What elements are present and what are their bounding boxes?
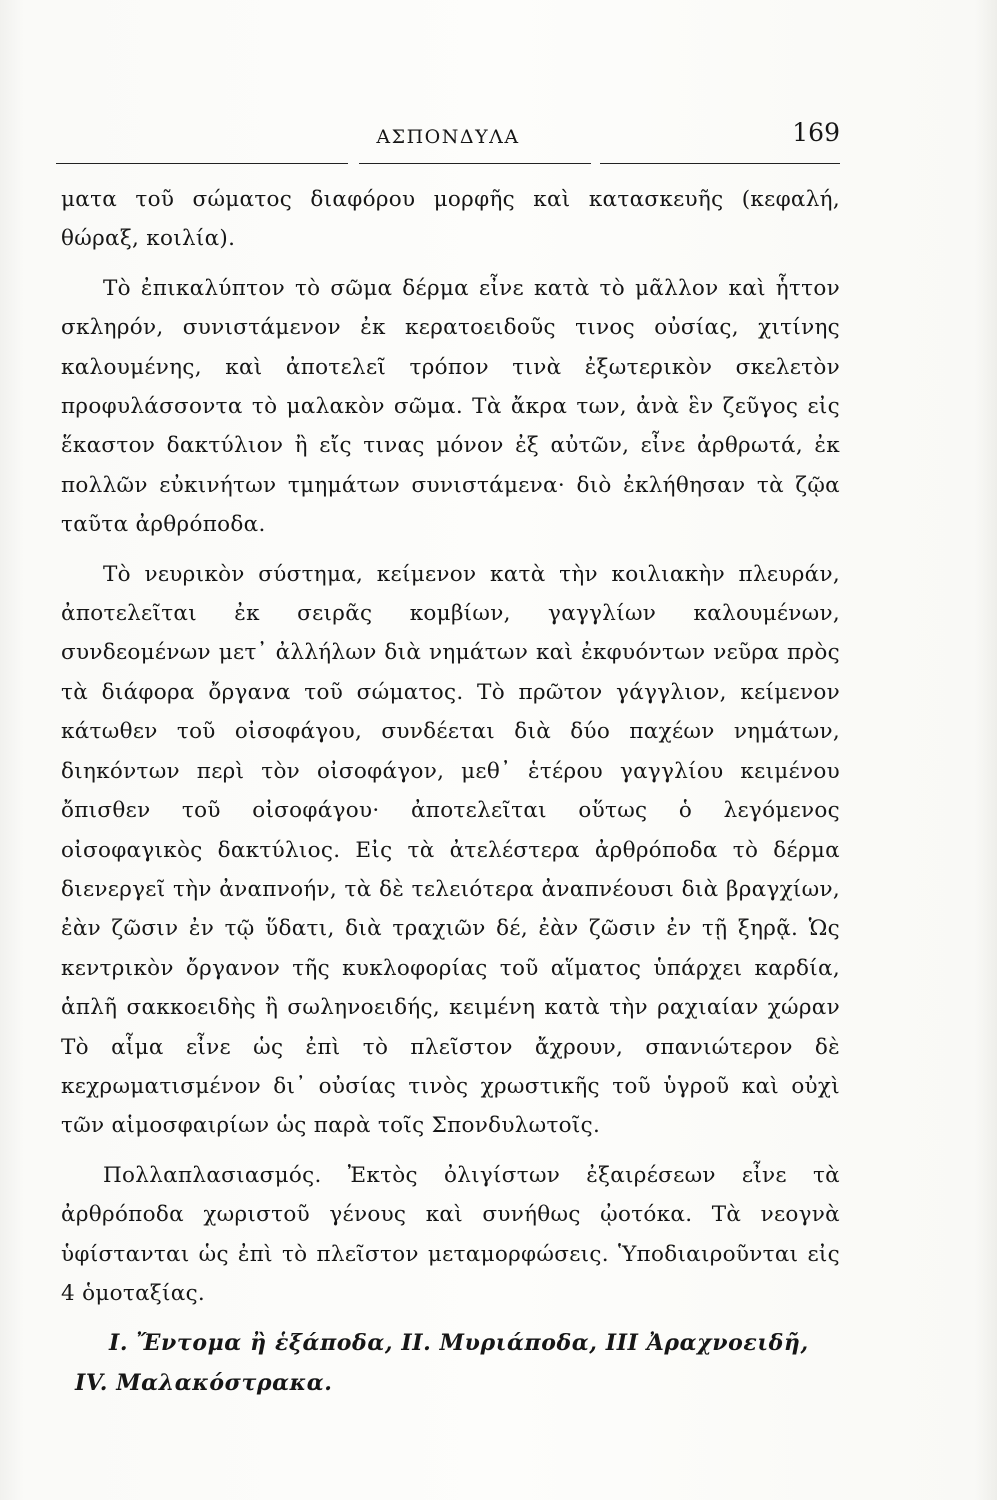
page-header (56, 112, 840, 172)
paragraph-continuation: ματα τοῦ σώματος διαφόρου μορφῆς καὶ κατασκευῆς (κεφαλή, θώραξ, κοιλία). (61, 187, 840, 252)
body-text (61, 180, 840, 1403)
header-rule-middle (359, 163, 591, 164)
paragraph-nervous-system: Τὸ νευρικὸν σύστημα, κείμενον κατὰ τὴν κοιλιακὴν πλευράν, ἀποτελεῖται ἐκ σειρᾶς κομβίων, γαγγλίων καλουμένων, συνδεομένων μετ᾽ ἀλλήλων διὰ νημάτων καὶ ἐκφυόντων νεῦρα πρὸς τὰ διάφορα ὄργανα τοῦ σώματος. Τὸ πρῶτον γάγγλιον, κείμενον κάτωθεν τοῦ οἰσοφάγου, συνδέεται διὰ δύο παχέων νημάτων, διηκόντων περὶ τὸν οἰσοφάγον, μεθ᾽ ἑτέρου γαγγλίου κειμένου ὄπισθεν τοῦ οἰσοφάγου· ἀποτελεῖται οὕτως ὁ λεγόμενος οἰσοφαγικὸς δακτύλιος. Εἰς τὰ ἀτελέστερα ἀρθρόποδα τὸ δέρμα διενεργεῖ τὴν ἀναπνοήν, τὰ δὲ τελειότερα ἀναπνέουσι διὰ βραγχίων, ἐὰν ζῶσιν ἐν τῷ ὕδατι, διὰ τραχιῶν δέ, ἐὰν ζῶσιν ἐν τῇ ξηρᾷ. Ὡς κεντρικὸν ὄργανον τῆς κυκλοφορίας τοῦ αἵματος ὑπάρχει καρδία, ἁπλῆ σακκοειδὴς ἢ σωληνοειδής, κειμένη κατὰ τὴν ραχιαίαν χώραν Τὸ αἷμα εἶνε ὡς ἐπὶ τὸ πλεῖστον ἄχρουν, σπανιώτερον δὲ κεχρωματισμένον δι᾽ οὐσίας τινὸς χρωστικῆς τοῦ ὑγροῦ καὶ οὐχὶ τῶν αἱμοσφαιρίων ὡς παρὰ τοῖς Σπονδυλωτοῖς. (61, 561, 840, 1139)
class-list (61, 1323, 840, 1403)
running-title: ΑΣΠΟΝΔΥΛΑ (376, 126, 520, 148)
paragraph-integument: Τὸ ἐπικαλύπτον τὸ σῶμα δέρμα εἶνε κατὰ τὸ μᾶλλον καὶ ἧττον σκληρόν, συνιστάμενον ἐκ κερατοειδοῦς τινος οὐσίας, χιτίνης καλουμένης, καὶ ἀποτελεῖ τρόπον τινὰ ἐξωτερικὸν σκελετὸν προφυλάσσοντα τὸ μαλακὸν σῶμα. Τὰ ἄκρα των, ἀνὰ ἓν ζεῦγος εἰς ἕκαστον δακτύλιον ἢ εἴς τινας μόνον ἐξ αὐτῶν, εἶνε ἀρθρωτά, ἐκ πολλῶν εὐκινήτων τμημάτων συνιστάμενα· διὸ ἐκλήθησαν τὰ ζῷα ταῦτα ἀρθρόποδα. (61, 275, 840, 538)
paragraph-reproduction: Πολλαπλασιασμός. Ἐκτὸς ὀλιγίστων ἐξαιρέσεων εἶνε τὰ ἀρθρόποδα χωριστοῦ γένους καὶ συνήθως ᾠοτόκα. Τὰ νεογνὰ ὑφίστανται ὡς ἐπὶ τὸ πλεῖστον μεταμορφώσεις. Ὑποδιαιροῦνται εἰς 4 ὁμοταξίας. (61, 1162, 840, 1306)
header-rule-left (56, 163, 348, 164)
page-number: 169 (792, 118, 840, 147)
class-list-line-1: Ι. Ἔντομα ἢ ἑξάποδα, ΙΙ. Μυριάποδα, ΙΙΙ Ἀραχνοειδῆ, (109, 1330, 809, 1357)
header-rule-right (600, 163, 840, 164)
class-list-line-2: IV. Μαλακόστρακα. (75, 1370, 333, 1397)
